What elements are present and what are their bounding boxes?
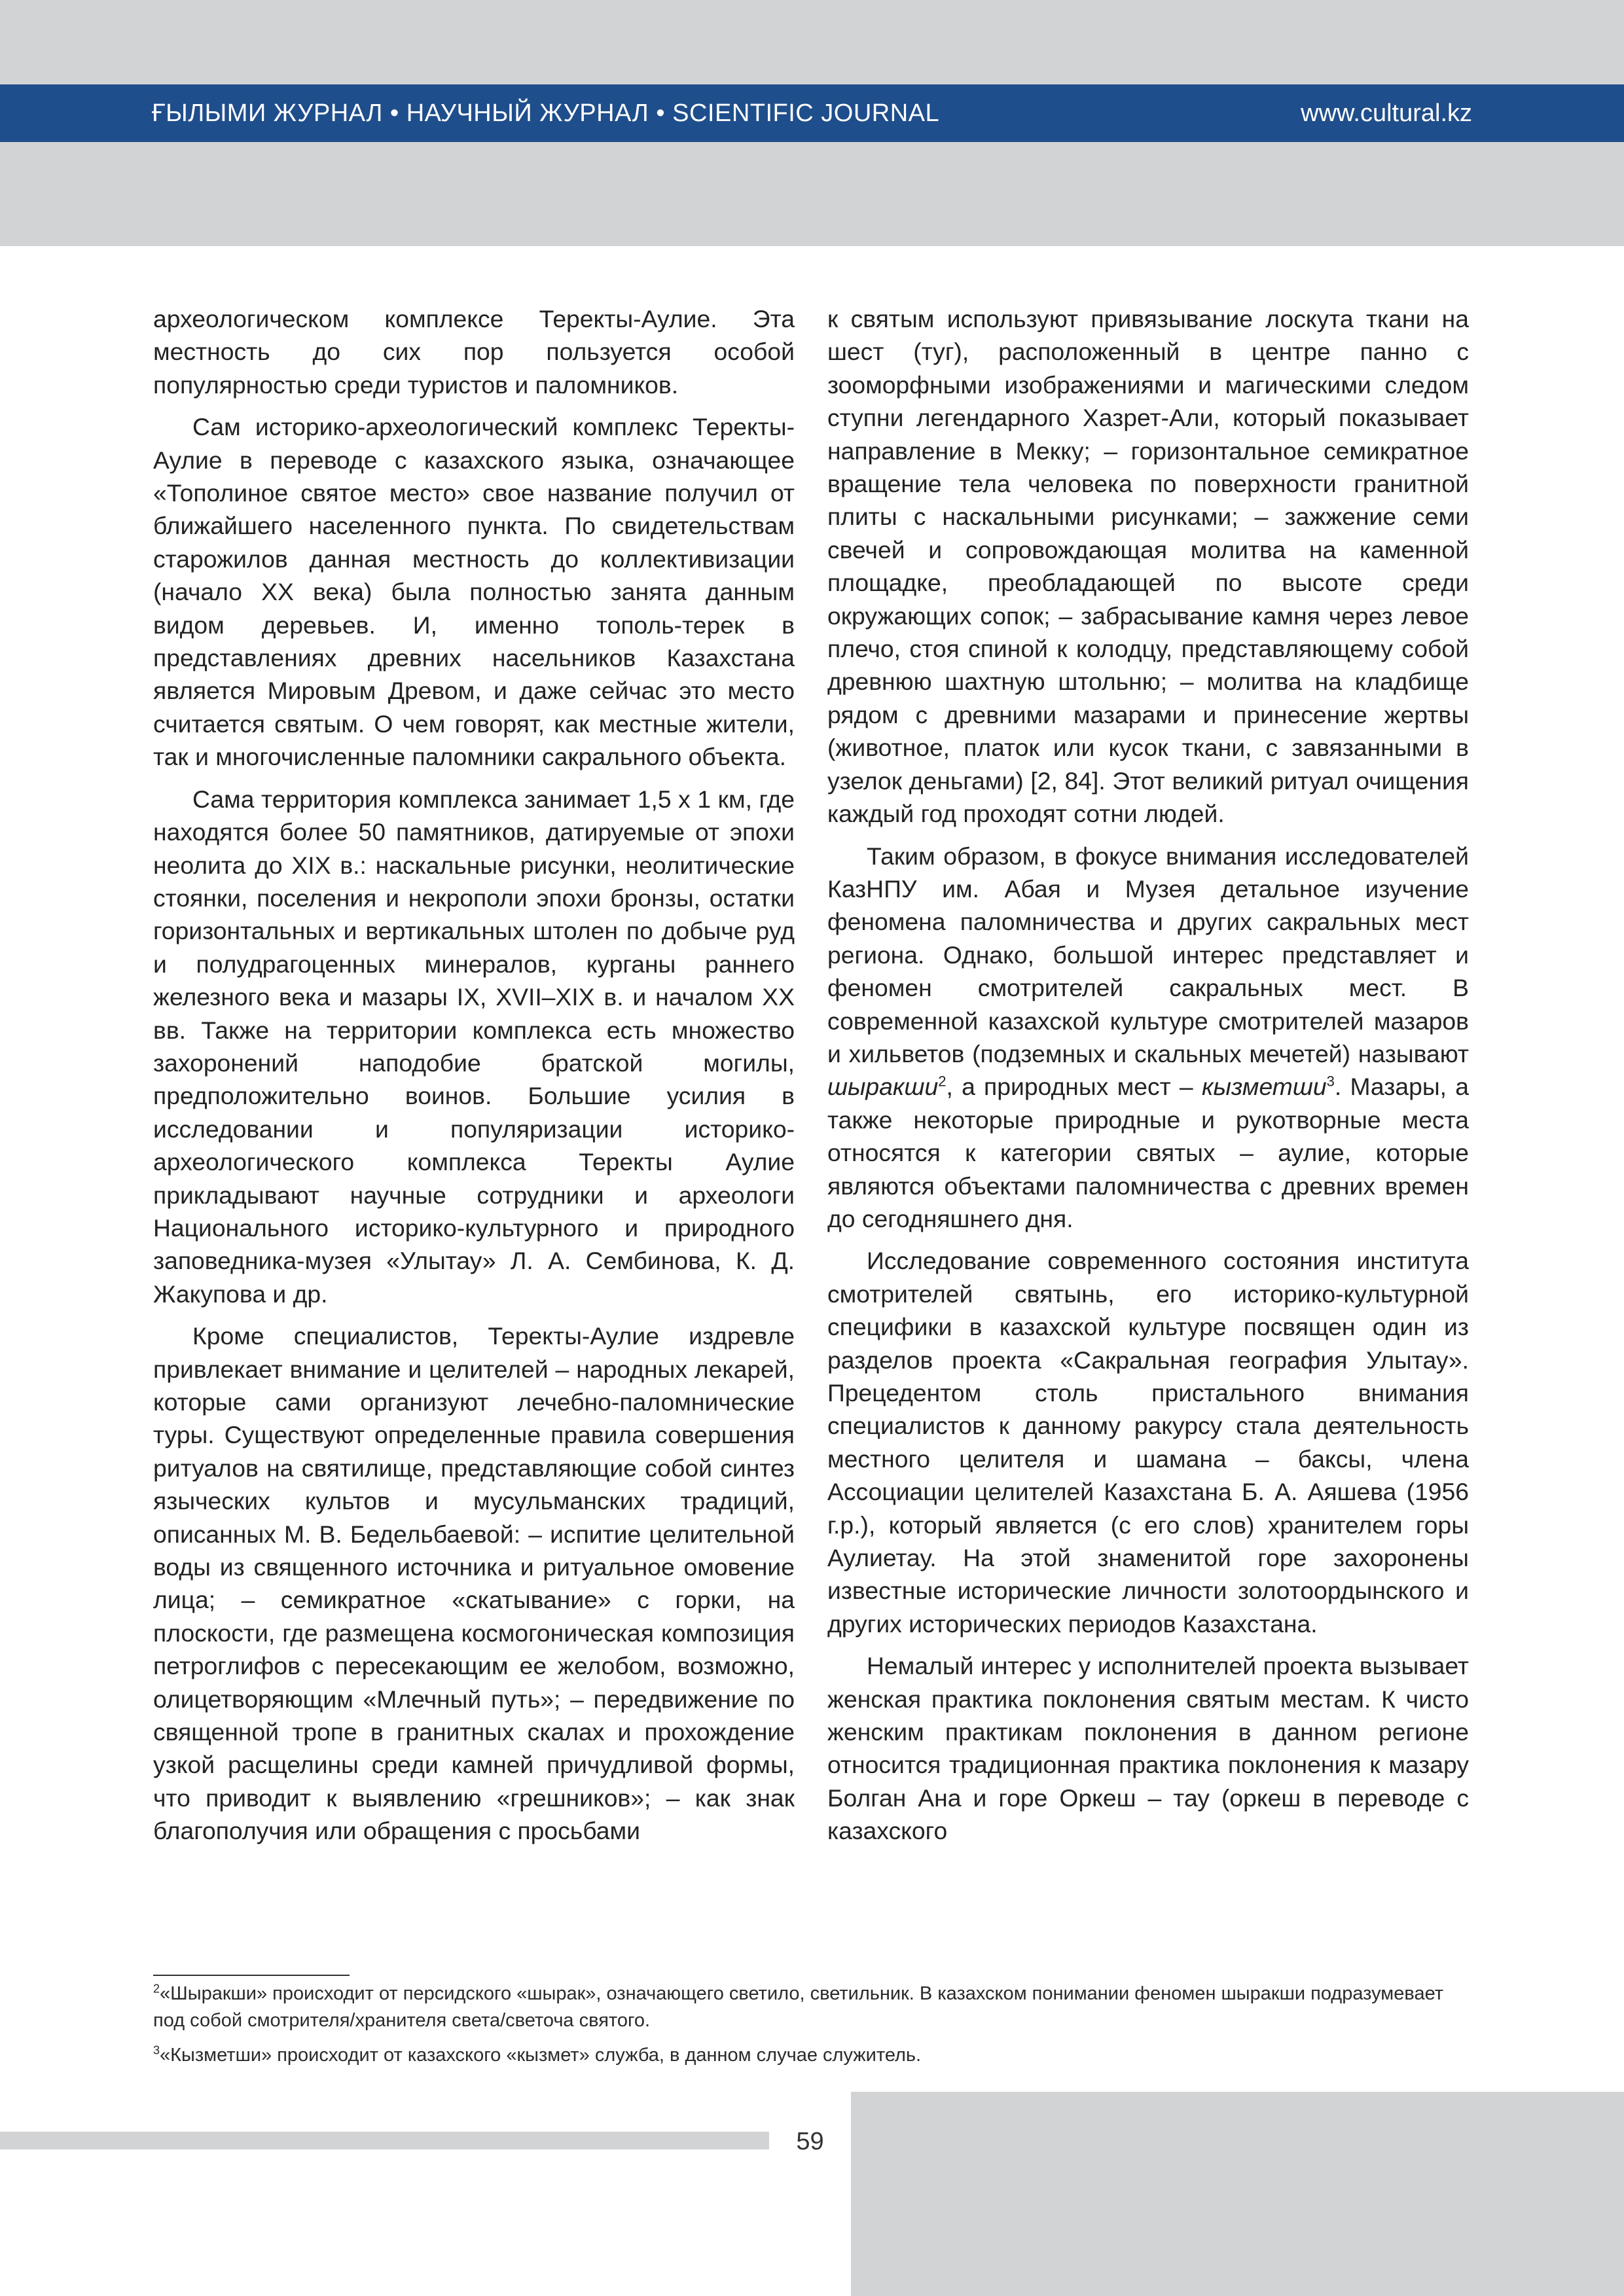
paragraph: Сама территория комплекса занимает 1,5 x 1 км, где находятся более 50 памятников, датируемые от эпохи неолита до XIX в.: наскальные рисунки, неолитические стоянки, поселения и некрополи эпохи бронзы, остатки горизонтальных и вертикальных штолен по добыче руд и полудрагоценных минералов, курганы раннего железного века и мазары IX, XVII–XIX в. и началом XX вв. Также на территории комплекса есть множество захоронений наподобие братской могилы, предположительно воинов. Большие усилия в исследовании и популяризации историко-археологического комплекса Теректы Аулие прикладывают научные сотрудники и археологи Национального историко-культурного и природного заповедника-музея «Улытау» Л. А. Сембинова, К. Д. Жакупова и др.	[153, 785, 795, 1308]
page-number: 59	[796, 2128, 824, 2155]
journal-website-link[interactable]: www.cultural.kz	[1301, 99, 1472, 127]
left-text-column	[153, 302, 795, 1857]
right-text-column	[827, 302, 1469, 1857]
text-run: , а природных мест –	[946, 1073, 1202, 1101]
footnote-2	[153, 1981, 1469, 2034]
paragraph	[827, 840, 1469, 1236]
footnotes	[153, 1981, 1469, 2077]
journal-header-band	[0, 84, 1624, 142]
footnote-divider	[153, 1975, 350, 1976]
footnote-text: «Шыракши» происходит от персидского «шырак», означающего светило, светильник. В казахском понимании феномен шыракши подразумевает под собой смотрителя/хранителя света/светоча святого.	[153, 1983, 1444, 2031]
footer-bar	[0, 2132, 769, 2149]
paragraph: Сам историко-археологический комплекс Теректы-Аулие в переводе с казахского языка, означающее «Тополиное святое место» свое название получил от ближайшего населенного пункта. По свидетельствам старожилов данная местность до коллективизации (начало XX века) была полностью занята данным видом деревьев. И, именно тополь-терек в представлениях древних насельников Казахстана является Мировым Древом, и даже сейчас это место считается святым. О чем говорят, как местные жители, так и многочисленные паломники сакрального объекта.	[153, 413, 795, 771]
journal-title: ҒЫЛЫМИ ЖУРНАЛ • НАУЧНЫЙ ЖУРНАЛ • SCIENTIFIC JOURNAL	[152, 99, 940, 127]
paragraph: к святым используют привязывание лоскута ткани на шест (туг), расположенный в центре панно с зооморфными изображениями и магическими следом ступни легендарного Хазрет-Али, который показывает направление в Мекку; – горизонтальное семикратное вращение тела человека по поверхности гранитной плиты с наскальными рисунками; – зажжение семи свечей и сопровождающая молитва на каменной площадке, преобладающей по высоте среди окружающих сопок; – забрасывание камня через левое плечо, стоя спиной к колодцу, представляющему собой древнюю шахтную штольню; – молитва на кладбище рядом с древними мазарами и принесение жертвы (животное, платок или кусок ткани, с завязанными в узелок деньгами) [2, 84]. Этот великий ритуал очищения каждый год проходят сотни людей.	[827, 305, 1469, 828]
footnote-text: «Кызметши» происходит от казахского «кызмет» служба, в данном случае служитель.	[160, 2045, 922, 2066]
footnote-ref[interactable]: 2	[938, 1073, 947, 1090]
footnote-ref[interactable]: 3	[1326, 1073, 1335, 1090]
term-shyrakshi: шыракши	[827, 1073, 939, 1101]
footnote-number: 3	[153, 2043, 160, 2057]
footer-block	[851, 2092, 1624, 2296]
paragraph: Кроме специалистов, Теректы-Аулие издревле привлекает внимание и целителей – народных лекарей, которые сами организуют лечебно-паломнические туры. Существуют определенные правила совершения ритуалов на святилище, представляющие собой синтез языческих культов и мусульманских традиций, описанных М. В. Бедельбаевой: – испитие целительной воды из священного источника и ритуальное омовение лица; – семикратное «скатывание» с горки, на плоскости, где размещена космогоническая композиция петроглифов с пересекающим ее желобом, возможно, олицетворяющим «Млечный путь»; – передвижение по священной тропе в гранитных скалах и прохождение узкой расщелины среди камней причудливой формы, что приводит к выявлению «грешников»; – как знак благополучия или обращения с просьбами	[153, 1322, 795, 1845]
paragraph: археологическом комплексе Теректы-Аулие. Эта местность до сих пор пользуется особой популярностью среди туристов и паломников.	[153, 305, 795, 399]
footnote-number: 2	[153, 1982, 160, 1996]
paragraph: Немалый интерес у исполнителей проекта вызывает женская практика поклонения святым местам. К чисто женским практикам поклонения в данном регионе относится традиционная практика поклонения к мазару Болган Ана и горе Оркеш – тау (оркеш в переводе с казахского	[827, 1652, 1469, 1845]
text-run: Таким образом, в фокусе внимания исследователей КазНПУ им. Абая и Музея детальное изучение феномена паломничества и других сакральных мест региона. Однако, большой интерес представляет и феномен смотрителей сакральных мест. В современной казахской культуре смотрителей мазаров и хильветов (подземных и скальных мечетей) называют	[827, 842, 1469, 1067]
text-run: . Мазары, а также некоторые природные и рукотворные места относятся к категории святых – аулие, которые являются объектами паломничества с древних времен до сегодняшнего дня.	[827, 1073, 1470, 1232]
footnote-3	[153, 2042, 1469, 2069]
paragraph: Исследование современного состояния института смотрителей святынь, его историко-культурной специфики в казахской культуре посвящен один из разделов проекта «Сакральная география Улытау». Прецедентом столь пристального внимания специалистов к данному ракурсу стала деятельность местного целителя и шамана – баксы, члена Ассоциации целителей Казахстана Б. А. Аяшева (1956 г.р.), который является (с его слов) хранителем горы Аулиетау. На этой знаменитой горе захоронены известные исторические личности золотоордынского и других исторических периодов Казахстана.	[827, 1247, 1469, 1638]
term-kyzmetshi: кызметши	[1201, 1073, 1327, 1101]
